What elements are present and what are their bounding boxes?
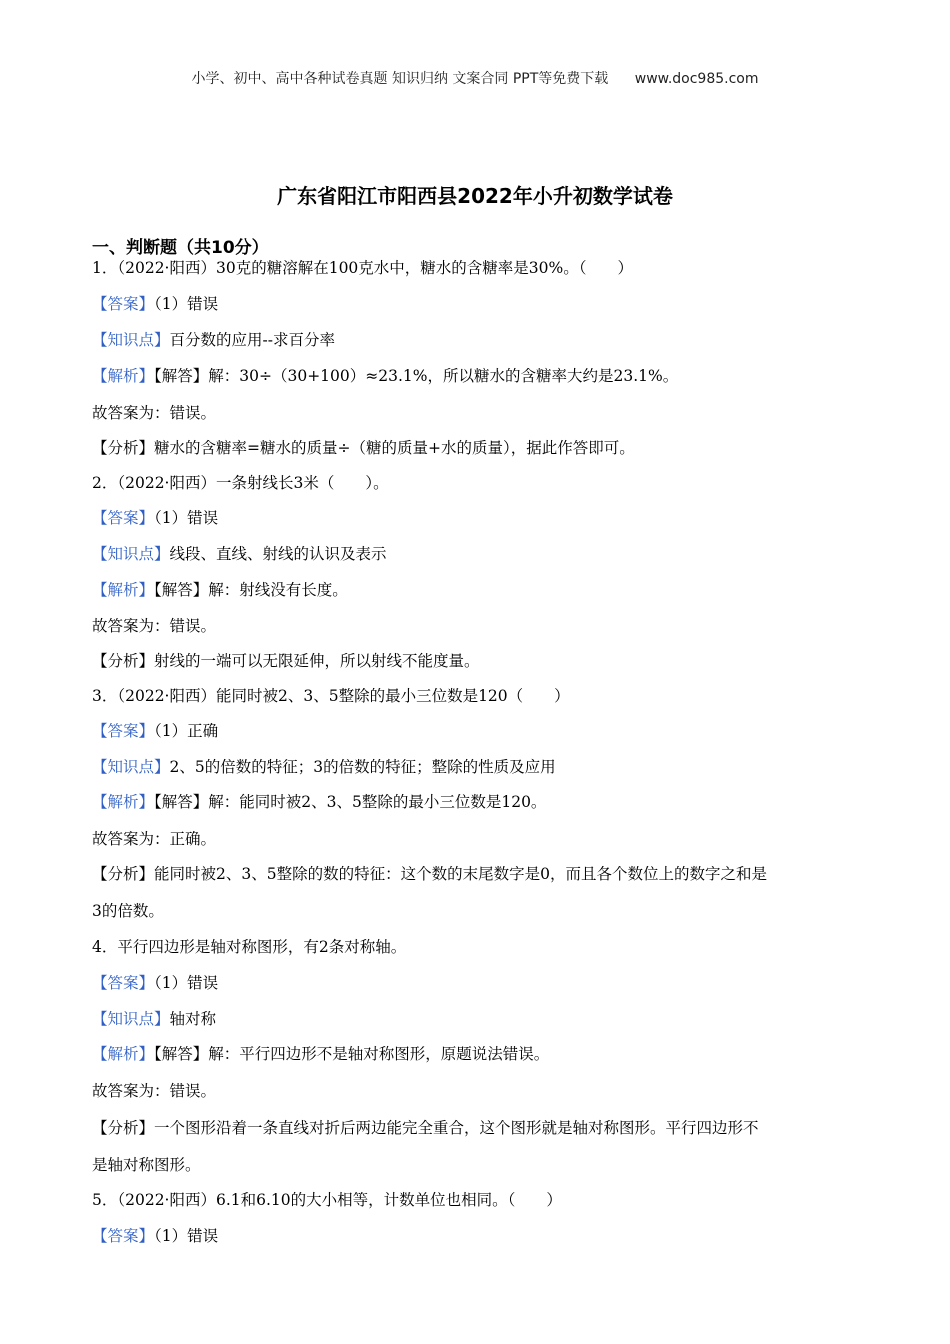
q5-answer xyxy=(92,1226,218,1246)
section-title: 一、判断题（共10分） xyxy=(92,238,269,258)
q2-reason: 【分析】射线的一端可以无限延伸，所以射线不能度量。 xyxy=(92,652,480,670)
analysis-label: 【解析】 xyxy=(92,1045,155,1063)
q4-knowledge xyxy=(92,1009,216,1029)
q1-answer-value: （1）错误 xyxy=(154,295,219,313)
header-text: 小学、初中、高中各种试卷真题 知识归纳 文案合同 PPT等免费下载 xyxy=(191,71,609,87)
question-3: 3．（2022·阳西）能同时被2、3、5整除的最小三位数是120（ ） xyxy=(92,687,570,705)
q1-reason: 【分析】糖水的含糖率=糖水的质量÷（糖的质量+水的质量），据此作答即可。 xyxy=(92,439,635,457)
q5-answer-value: （1）错误 xyxy=(154,1227,219,1245)
q3-analysis-value: 【解答】解：能同时被2、3、5整除的最小三位数是120。 xyxy=(154,793,547,811)
q4-analysis xyxy=(92,1044,549,1064)
q3-answer-value: （1）正确 xyxy=(154,722,219,740)
answer-label: 【答案】 xyxy=(92,295,155,313)
q4-reason-line-1: 【分析】一个图形沿着一条直线对折后两边能完全重合，这个图形就是轴对称图形。平行四边形不 xyxy=(92,1119,759,1137)
answer-label: 【答案】 xyxy=(92,974,155,992)
knowledge-label: 【知识点】 xyxy=(92,758,170,776)
answer-label: 【答案】 xyxy=(92,509,155,527)
q1-knowledge xyxy=(92,330,335,350)
document-title: 广东省阳江市阳西县2022年小升初数学试卷 xyxy=(277,184,673,208)
q3-knowledge xyxy=(92,757,556,777)
question-1: 1．（2022·阳西）30克的糖溶解在100克水中，糖水的含糖率是30%。（ ） xyxy=(92,259,633,277)
q4-reason-line-2: 是轴对称图形。 xyxy=(92,1156,201,1174)
question-2: 2．（2022·阳西）一条射线长3米（ ）。 xyxy=(92,474,389,492)
answer-label: 【答案】 xyxy=(92,722,155,740)
q2-answer xyxy=(92,508,218,528)
q1-conclusion: 故答案为：错误。 xyxy=(92,404,217,422)
q1-analysis xyxy=(92,366,678,386)
answer-label: 【答案】 xyxy=(92,1227,155,1245)
knowledge-label: 【知识点】 xyxy=(92,545,170,563)
q4-answer xyxy=(92,973,218,993)
q3-analysis xyxy=(92,792,546,812)
q4-analysis-value: 【解答】解：平行四边形不是轴对称图形，原题说法错误。 xyxy=(154,1045,550,1063)
q3-knowledge-value: 2、5的倍数的特征；3的倍数的特征；整除的性质及应用 xyxy=(169,758,556,776)
q3-reason-line-1: 【分析】能同时被2、3、5整除的数的特征：这个数的末尾数字是0，而且各个数位上的数字之和是 xyxy=(92,865,767,883)
q2-knowledge-value: 线段、直线、射线的认识及表示 xyxy=(169,545,387,563)
knowledge-label: 【知识点】 xyxy=(92,1010,170,1028)
q2-analysis xyxy=(92,580,348,600)
q1-answer xyxy=(92,294,218,314)
q2-knowledge xyxy=(92,544,387,564)
analysis-label: 【解析】 xyxy=(92,367,155,385)
question-5: 5．（2022·阳西）6.1和6.10的大小相等，计数单位也相同。（ ） xyxy=(92,1191,562,1209)
knowledge-label: 【知识点】 xyxy=(92,331,170,349)
header-site-link[interactable]: www.doc985.com xyxy=(634,71,759,87)
q1-knowledge-value: 百分数的应用--求百分率 xyxy=(169,331,335,349)
q2-conclusion: 故答案为：错误。 xyxy=(92,617,217,635)
q1-analysis-value: 【解答】解：30÷（30+100）≈23.1%，所以糖水的含糖率大约是23.1%。 xyxy=(154,367,679,385)
q3-conclusion: 故答案为：正确。 xyxy=(92,830,217,848)
q3-reason-line-2: 3的倍数。 xyxy=(92,902,164,920)
q3-answer xyxy=(92,721,218,741)
q4-conclusion: 故答案为：错误。 xyxy=(92,1082,217,1100)
q2-analysis-value: 【解答】解：射线没有长度。 xyxy=(154,581,348,599)
question-4: 4．平行四边形是轴对称图形，有2条对称轴。 xyxy=(92,938,407,956)
page-header xyxy=(0,68,950,88)
q4-knowledge-value: 轴对称 xyxy=(169,1010,217,1028)
q4-answer-value: （1）错误 xyxy=(154,974,219,992)
q2-answer-value: （1）错误 xyxy=(154,509,219,527)
analysis-label: 【解析】 xyxy=(92,581,155,599)
analysis-label: 【解析】 xyxy=(92,793,155,811)
